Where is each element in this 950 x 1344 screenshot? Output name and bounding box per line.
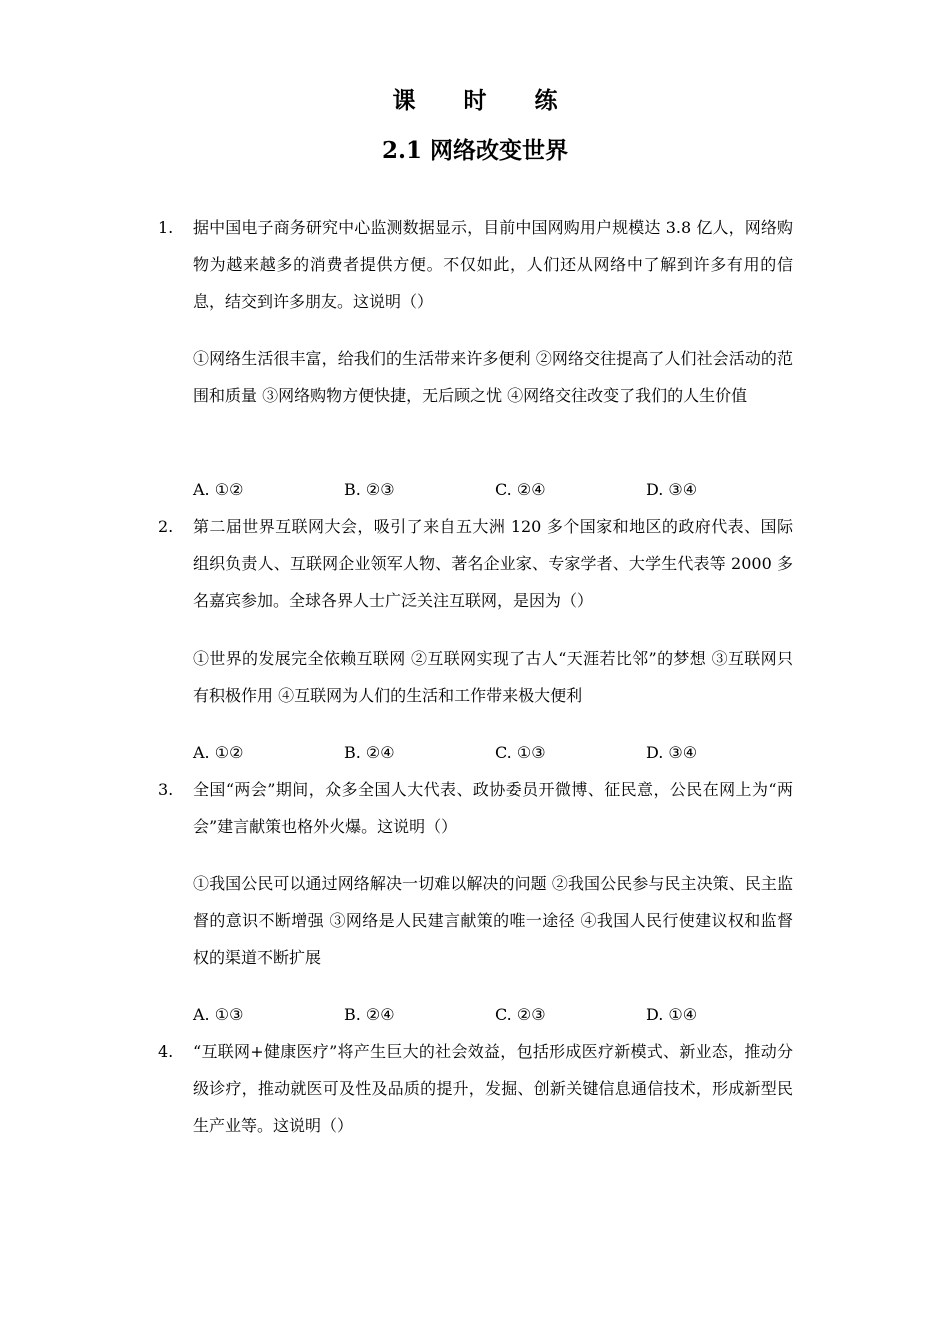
document-title: 课 时 练 xyxy=(392,87,578,114)
choice-c[interactable]: C. ②④ xyxy=(495,480,546,499)
question-stem: “互联网+健康医疗”将产生巨大的社会效益，包括形成医疗新模式、新业态，推动分级诊疗，推动就医可及性及品质的提升，发掘、创新关键信息通信技术，形成新型民生产业等。这说明（） xyxy=(193,1042,793,1135)
answer-choices xyxy=(193,471,793,508)
choice-d[interactable]: D. ③④ xyxy=(646,480,698,499)
choice-d[interactable]: D. ①④ xyxy=(646,1005,698,1024)
question-number: 1. xyxy=(158,218,174,237)
question-statements: ①我国公民可以通过网络解决一切难以解决的问题 ②我国公民参与民主决策、民主监督的意识不断增强 ③网络是人民建言献策的唯一途径 ④我国人民行使建议权和监督权的渠道不断扩展 xyxy=(193,874,793,967)
question-statements: ①网络生活很丰富，给我们的生活带来许多便利 ②网络交往提高了人们社会活动的范围和质量 ③网络购物方便快捷，无后顾之忧 ④网络交往改变了我们的人生价值 xyxy=(193,349,793,405)
question-number: 4. xyxy=(158,1042,174,1061)
question-number: 3. xyxy=(158,780,174,799)
question-stem: 第二届世界互联网大会，吸引了来自五大洲 120 多个国家和地区的政府代表、国际组织负责人、互联网企业领军人物、著名企业家、专家学者、大学生代表等 2000 多名嘉宾参加。全球各界人士广泛关注互联网，是因为（） xyxy=(193,517,793,610)
question-statements: ①世界的发展完全依赖互联网 ②互联网实现了古人“天涯若比邻”的梦想 ③互联网只有积极作用 ④互联网为人们的生活和工作带来极大便利 xyxy=(193,649,793,705)
question-stem: 全国“两会”期间，众多全国人大代表、政协委员开微博、征民意，公民在网上为“两会”建言献策也格外火爆。这说明（） xyxy=(193,780,793,836)
choice-d[interactable]: D. ③④ xyxy=(646,743,698,762)
choice-a[interactable]: A. ①② xyxy=(193,480,244,499)
choice-c[interactable]: C. ②③ xyxy=(495,1005,546,1024)
document-subtitle: 2.1 网络改变世界 xyxy=(381,137,569,164)
answer-choices xyxy=(193,734,793,771)
question-number: 2. xyxy=(158,517,174,536)
question-stem: 据中国电子商务研究中心监测数据显示，目前中国网购用户规模达 3.8 亿人，网络购物为越来越多的消费者提供方便。不仅如此，人们还从网络中了解到许多有用的信息，结交到许多朋友。这说明（） xyxy=(193,218,793,311)
choice-b[interactable]: B. ②③ xyxy=(344,480,395,499)
choice-b[interactable]: B. ②④ xyxy=(344,1005,395,1024)
answer-choices xyxy=(193,996,793,1033)
choice-b[interactable]: B. ②④ xyxy=(344,743,395,762)
choice-a[interactable]: A. ①③ xyxy=(193,1005,244,1024)
choice-c[interactable]: C. ①③ xyxy=(495,743,546,762)
choice-a[interactable]: A. ①② xyxy=(193,743,244,762)
